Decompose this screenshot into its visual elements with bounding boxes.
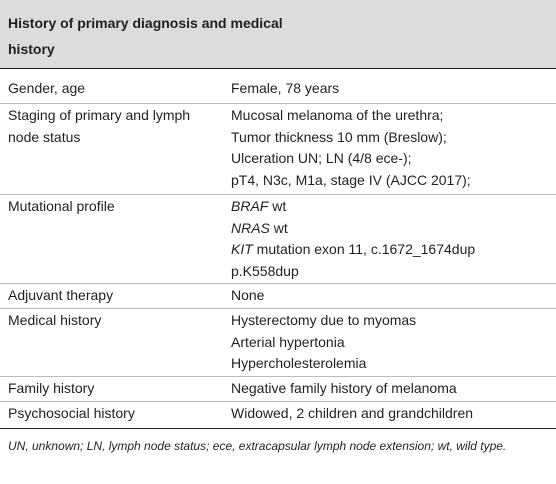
value-line: Hypercholesterolemia [231,355,367,371]
value-line: pT4, N3c, M1a, stage IV (AJCC 2017); [231,171,471,188]
row-label: Gender, age [8,80,86,96]
row-value [231,310,551,375]
value-line: Tumor thickness 10 mm (Breslow); [231,128,447,145]
gene-status: mutation exon 11, c.1672_1674dup [252,241,476,257]
table-bottom-rule [0,428,556,429]
row-divider [0,103,556,104]
gene-name: NRAS [231,219,270,236]
value-line: Female, 78 years [231,80,340,96]
value-line [231,218,551,240]
gene-status: wt [268,198,287,214]
value-line: Mucosal melanoma of the urethra; [231,107,444,123]
row-divider [0,308,556,309]
row-label: Psychosocial history [8,405,135,421]
gene-status: p.K558dup [231,262,299,279]
value-line [231,261,551,283]
header-divider [0,68,556,69]
table-footnote: UN, unknown; LN, lymph node status; ece, extracapsular lymph node extension; wt, wild type. [8,439,507,453]
row-divider [0,401,556,402]
row-divider [0,194,556,195]
row-value [231,403,551,425]
value-line: Widowed, 2 children and grandchildren [231,405,474,421]
row-value [231,285,551,307]
row-value [231,196,551,282]
table-header [0,0,556,68]
value-line: Hysterectomy due to myomas [231,312,417,328]
gene-status: wt [269,219,288,236]
row-value [231,105,551,191]
row-value [231,78,551,100]
value-line [231,239,551,261]
row-label: Adjuvant therapy [8,287,114,303]
row-label: Staging of primary and lymph node status [8,107,191,145]
row-divider [0,376,556,377]
row-label: Medical history [8,312,102,328]
value-line [231,196,551,218]
value-line: None [231,287,265,303]
table-title: History of primary diagnosis and medical history [8,15,283,57]
value-line: Arterial hypertonia [231,333,345,350]
row-value [231,378,551,400]
value-line: Negative family history of melanoma [231,380,457,396]
row-divider [0,283,556,284]
value-line: Ulceration UN; LN (4/8 ece-); [231,150,412,166]
row-label: Family history [8,380,95,396]
row-label: Mutational profile [8,198,115,214]
gene-name: KIT [231,241,253,257]
gene-name: BRAF [231,198,269,214]
